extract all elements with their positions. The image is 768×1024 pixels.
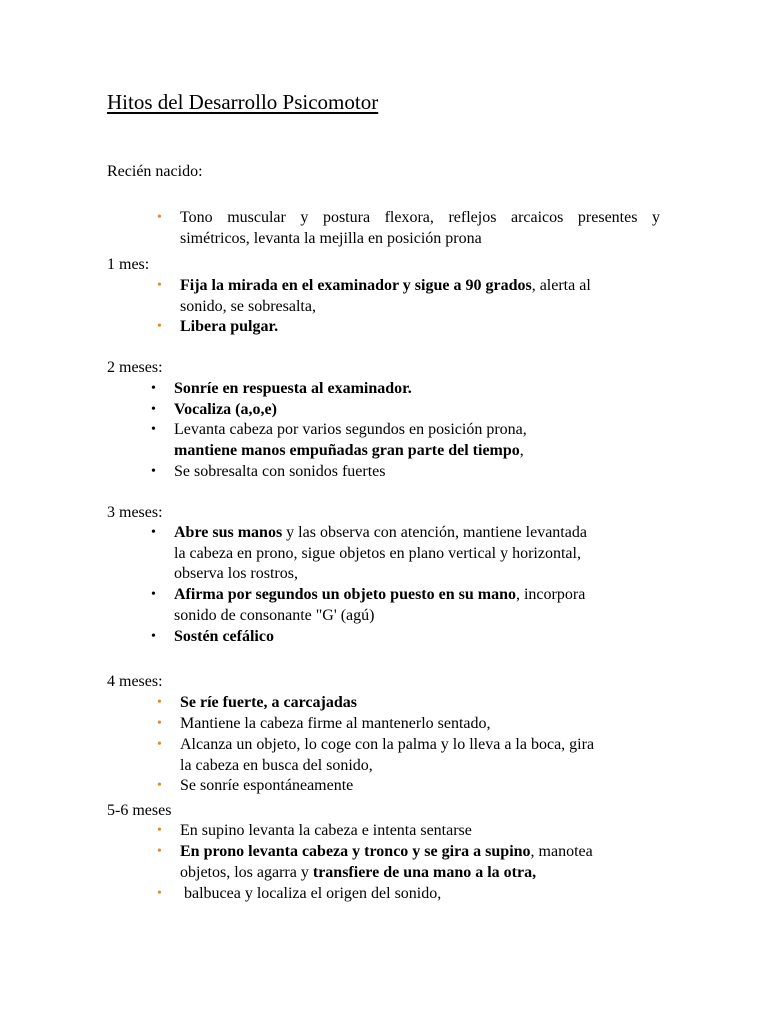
list-item: balbucea y localiza el origen del sonido, (180, 885, 442, 902)
list-item: Libera pulgar. (180, 318, 279, 335)
section-heading-4-meses: 4 meses: (107, 673, 163, 690)
list-item: Tono muscular y postura flexora, reflejos arcaicos presentes y simétricos, levanta la mejilla en posición prona (180, 209, 660, 247)
bullet-icon: • (157, 844, 162, 859)
section-heading-2-meses: 2 meses: (107, 359, 163, 376)
list-item: En supino levanta la cabeza e intenta sentarse (180, 822, 472, 839)
bullet-icon: • (151, 381, 156, 396)
list-item: Sostén cefálico (174, 628, 274, 645)
bullet-icon: • (151, 587, 156, 602)
list-item: Se sonríe espontáneamente (180, 777, 354, 794)
bullet-icon: • (157, 823, 162, 838)
bullet-icon: • (157, 737, 162, 752)
list-item: Afirma por segundos un objeto puesto en su mano, incorpora sonido de consonante "G' (agú) (174, 586, 586, 624)
bullet-icon: • (151, 402, 156, 417)
list-item: Se sobresalta con sonidos fuertes (174, 463, 386, 480)
section-heading-recien-nacido: Recién nacido: (107, 163, 203, 180)
list-item: Abre sus manos y las observa con atención, mantiene levantada la cabeza en prono, sigue objetos en plano vertical y horizontal, observa los rostros, (174, 524, 587, 583)
bullet-icon: • (157, 716, 162, 731)
bullet-icon: • (157, 210, 162, 225)
list-item: Sonríe en respuesta al examinador. (174, 380, 412, 397)
list-item: Mantiene la cabeza firme al mantenerlo sentado, (180, 715, 491, 732)
bullet-icon: • (157, 278, 162, 293)
section-heading-1-mes: 1 mes: (107, 256, 150, 273)
bullet-icon: • (157, 695, 162, 710)
bullet-icon: • (151, 629, 156, 644)
list-item: Vocaliza (a,o,e) (174, 401, 277, 418)
page-title: Hitos del Desarrollo Psicomotor (107, 90, 379, 114)
bullet-icon: • (157, 886, 162, 901)
list-item: En prono levanta cabeza y tronco y se gira a supino, manotea objetos, los agarra y transfiere de una mano a la otra, (180, 843, 593, 881)
list-item: Fija la mirada en el examinador y sigue a 90 grados, alerta al sonido, se sobresalta, (180, 277, 591, 315)
bullet-icon: • (157, 319, 162, 334)
list-item: Se ríe fuerte, a carcajadas (180, 694, 357, 711)
list-item: Levanta cabeza por varios segundos en posición prona, mantiene manos empuñadas gran parte del tiempo, (174, 421, 527, 459)
bullet-icon: • (151, 464, 156, 479)
bullet-icon: • (157, 778, 162, 793)
section-heading-5-6-meses: 5-6 meses (107, 802, 172, 819)
list-item: Alcanza un objeto, lo coge con la palma y lo lleva a la boca, gira la cabeza en busca del sonido, (180, 736, 595, 774)
bullet-icon: • (151, 422, 156, 437)
bullet-icon: • (151, 525, 156, 540)
section-heading-3-meses: 3 meses: (107, 504, 163, 521)
